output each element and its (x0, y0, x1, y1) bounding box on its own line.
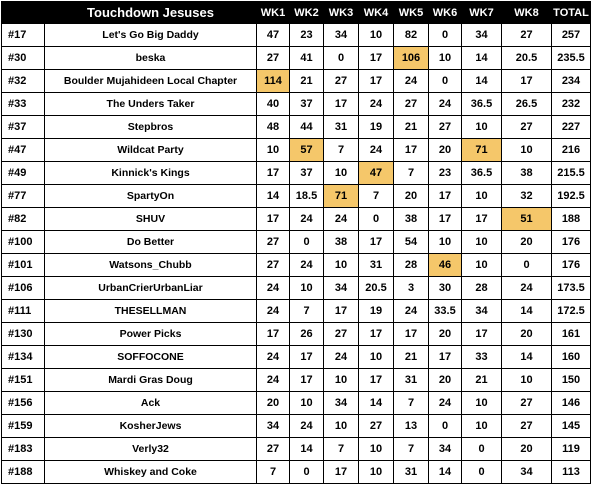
week-4-score-cell: 17 (359, 47, 394, 70)
week-4-score-cell: 10 (359, 346, 394, 369)
week-8-score-cell: 20 (502, 438, 552, 461)
week-2-score-cell: 24 (290, 254, 324, 277)
team-name-cell: Verly32 (45, 438, 257, 461)
team-name-cell: Ack (45, 392, 257, 415)
week-4-score-cell: 17 (359, 70, 394, 93)
team-name-cell: Wildcat Party (45, 139, 257, 162)
week-4-score-cell: 27 (359, 415, 394, 438)
header-row (2, 2, 591, 24)
week-3-score-cell: 27 (324, 70, 359, 93)
week-3-score-cell: 10 (324, 162, 359, 185)
week-6-score-cell: 17 (429, 346, 462, 369)
week-4-score-cell: 19 (359, 116, 394, 139)
week-6-score-cell: 17 (429, 185, 462, 208)
rank-cell: #47 (2, 139, 45, 162)
week-6-score-cell: 34 (429, 438, 462, 461)
week-3-score-cell: 31 (324, 116, 359, 139)
week-3-header: WK3 (324, 2, 359, 24)
rank-cell: #30 (2, 47, 45, 70)
week-4-score-cell: 10 (359, 438, 394, 461)
week-7-score-cell: 17 (462, 208, 502, 231)
team-name-cell: SpartyOn (45, 185, 257, 208)
week-6-score-cell: 10 (429, 231, 462, 254)
week-1-score-cell: 20 (257, 392, 290, 415)
week-8-score-cell: 24 (502, 277, 552, 300)
total-cell: 160 (552, 346, 591, 369)
week-6-score-cell: 14 (429, 461, 462, 484)
week-1-score-cell: 27 (257, 254, 290, 277)
total-cell: 176 (552, 254, 591, 277)
week-7-score-cell: 36.5 (462, 162, 502, 185)
week-2-score-cell: 44 (290, 116, 324, 139)
total-cell: 216 (552, 139, 591, 162)
team-name-cell: Kinnick's Kings (45, 162, 257, 185)
week-4-score-cell: 17 (359, 323, 394, 346)
week-8-score-cell: 20 (502, 231, 552, 254)
week-2-score-cell: 37 (290, 93, 324, 116)
week-8-score-cell: 34 (502, 461, 552, 484)
week-4-score-cell: 0 (359, 208, 394, 231)
week-5-score-cell: 7 (394, 162, 429, 185)
table-row (2, 47, 591, 70)
table-row (2, 323, 591, 346)
week-6-header: WK6 (429, 2, 462, 24)
week-3-score-cell: 17 (324, 93, 359, 116)
table-row (2, 208, 591, 231)
table-row (2, 438, 591, 461)
rank-cell: #151 (2, 369, 45, 392)
week-8-score-cell: 38 (502, 162, 552, 185)
week-5-score-cell: 20 (394, 185, 429, 208)
week-6-score-cell: 0 (429, 24, 462, 47)
table-row (2, 369, 591, 392)
week-8-score-cell: 0 (502, 254, 552, 277)
week-2-score-cell: 23 (290, 24, 324, 47)
team-name-cell: Do Better (45, 231, 257, 254)
week-7-score-cell: 36.5 (462, 93, 502, 116)
week-8-score-cell: 51 (502, 208, 552, 231)
total-cell: 227 (552, 116, 591, 139)
total-cell: 188 (552, 208, 591, 231)
rank-cell: #101 (2, 254, 45, 277)
week-6-score-cell: 24 (429, 392, 462, 415)
week-5-score-cell: 13 (394, 415, 429, 438)
total-cell: 172.5 (552, 300, 591, 323)
week-3-score-cell: 17 (324, 461, 359, 484)
week-1-score-cell: 24 (257, 300, 290, 323)
week-1-score-cell: 27 (257, 438, 290, 461)
week-3-score-cell: 24 (324, 208, 359, 231)
rank-cell: #33 (2, 93, 45, 116)
team-name-cell: Boulder Mujahideen Local Chapter (45, 70, 257, 93)
table-title: Touchdown Jesuses (45, 2, 257, 24)
week-8-score-cell: 10 (502, 369, 552, 392)
table-row (2, 93, 591, 116)
team-name-cell: Stepbros (45, 116, 257, 139)
rank-cell: #100 (2, 231, 45, 254)
score-table-body (2, 24, 591, 484)
week-2-score-cell: 10 (290, 392, 324, 415)
week-5-score-cell: 7 (394, 438, 429, 461)
week-6-score-cell: 46 (429, 254, 462, 277)
week-8-score-cell: 14 (502, 346, 552, 369)
week-4-header: WK4 (359, 2, 394, 24)
week-2-score-cell: 24 (290, 208, 324, 231)
week-1-score-cell: 14 (257, 185, 290, 208)
total-cell: 234 (552, 70, 591, 93)
week-4-score-cell: 20.5 (359, 277, 394, 300)
week-8-score-cell: 20 (502, 323, 552, 346)
week-3-score-cell: 7 (324, 438, 359, 461)
week-1-score-cell: 24 (257, 346, 290, 369)
table-row (2, 70, 591, 93)
week-1-score-cell: 7 (257, 461, 290, 484)
team-name-cell: SHUV (45, 208, 257, 231)
week-6-score-cell: 0 (429, 415, 462, 438)
total-cell: 146 (552, 392, 591, 415)
week-3-score-cell: 34 (324, 392, 359, 415)
week-6-score-cell: 0 (429, 70, 462, 93)
week-7-score-cell: 10 (462, 116, 502, 139)
total-cell: 192.5 (552, 185, 591, 208)
week-5-score-cell: 38 (394, 208, 429, 231)
week-5-score-cell: 24 (394, 70, 429, 93)
week-4-score-cell: 24 (359, 93, 394, 116)
week-2-score-cell: 10 (290, 277, 324, 300)
table-row (2, 254, 591, 277)
table-row (2, 24, 591, 47)
team-name-cell: KosherJews (45, 415, 257, 438)
week-1-score-cell: 34 (257, 415, 290, 438)
rank-column-header (2, 2, 45, 24)
week-3-score-cell: 7 (324, 139, 359, 162)
rank-cell: #111 (2, 300, 45, 323)
week-2-header: WK2 (290, 2, 324, 24)
total-cell: 161 (552, 323, 591, 346)
total-cell: 257 (552, 24, 591, 47)
week-4-score-cell: 47 (359, 162, 394, 185)
rank-cell: #130 (2, 323, 45, 346)
team-name-cell: Mardi Gras Doug (45, 369, 257, 392)
total-cell: 113 (552, 461, 591, 484)
week-2-score-cell: 0 (290, 231, 324, 254)
week-7-score-cell: 28 (462, 277, 502, 300)
total-cell: 145 (552, 415, 591, 438)
week-5-score-cell: 31 (394, 369, 429, 392)
week-6-score-cell: 17 (429, 208, 462, 231)
week-5-score-cell: 82 (394, 24, 429, 47)
rank-cell: #134 (2, 346, 45, 369)
total-cell: 215.5 (552, 162, 591, 185)
week-7-score-cell: 21 (462, 369, 502, 392)
week-7-score-cell: 10 (462, 185, 502, 208)
rank-cell: #32 (2, 70, 45, 93)
week-5-score-cell: 106 (394, 47, 429, 70)
total-cell: 232 (552, 93, 591, 116)
week-8-score-cell: 32 (502, 185, 552, 208)
week-6-score-cell: 30 (429, 277, 462, 300)
week-6-score-cell: 33.5 (429, 300, 462, 323)
week-8-score-cell: 14 (502, 300, 552, 323)
week-2-score-cell: 24 (290, 415, 324, 438)
week-6-score-cell: 20 (429, 323, 462, 346)
score-table (1, 1, 591, 484)
week-3-score-cell: 24 (324, 346, 359, 369)
week-1-score-cell: 10 (257, 139, 290, 162)
week-7-score-cell: 71 (462, 139, 502, 162)
week-1-score-cell: 24 (257, 277, 290, 300)
week-2-score-cell: 17 (290, 346, 324, 369)
week-8-header: WK8 (502, 2, 552, 24)
week-2-score-cell: 7 (290, 300, 324, 323)
week-5-score-cell: 24 (394, 300, 429, 323)
week-8-score-cell: 10 (502, 139, 552, 162)
table-row (2, 277, 591, 300)
week-3-score-cell: 34 (324, 277, 359, 300)
week-8-score-cell: 27 (502, 24, 552, 47)
rank-cell: #77 (2, 185, 45, 208)
total-cell: 173.5 (552, 277, 591, 300)
rank-cell: #156 (2, 392, 45, 415)
week-1-score-cell: 24 (257, 369, 290, 392)
week-3-score-cell: 0 (324, 47, 359, 70)
table-row (2, 346, 591, 369)
week-6-score-cell: 23 (429, 162, 462, 185)
week-7-score-cell: 0 (462, 438, 502, 461)
table-row (2, 116, 591, 139)
week-5-score-cell: 3 (394, 277, 429, 300)
week-3-score-cell: 71 (324, 185, 359, 208)
week-2-score-cell: 37 (290, 162, 324, 185)
week-3-score-cell: 17 (324, 300, 359, 323)
team-name-cell: SOFFOCONE (45, 346, 257, 369)
week-5-score-cell: 27 (394, 93, 429, 116)
week-1-score-cell: 27 (257, 231, 290, 254)
week-2-score-cell: 57 (290, 139, 324, 162)
week-3-score-cell: 34 (324, 24, 359, 47)
week-5-score-cell: 17 (394, 323, 429, 346)
week-3-score-cell: 10 (324, 369, 359, 392)
team-name-cell: Let's Go Big Daddy (45, 24, 257, 47)
table-row (2, 162, 591, 185)
rank-cell: #188 (2, 461, 45, 484)
table-row (2, 139, 591, 162)
rank-cell: #49 (2, 162, 45, 185)
table-row (2, 392, 591, 415)
rank-cell: #183 (2, 438, 45, 461)
week-7-score-cell: 17 (462, 323, 502, 346)
week-2-score-cell: 0 (290, 461, 324, 484)
week-1-score-cell: 40 (257, 93, 290, 116)
week-1-score-cell: 27 (257, 47, 290, 70)
week-4-score-cell: 10 (359, 24, 394, 47)
week-1-score-cell: 17 (257, 323, 290, 346)
team-name-cell: Power Picks (45, 323, 257, 346)
rank-cell: #106 (2, 277, 45, 300)
week-4-score-cell: 17 (359, 231, 394, 254)
total-header: TOTAL (552, 2, 591, 24)
week-7-score-cell: 10 (462, 254, 502, 277)
week-5-score-cell: 31 (394, 461, 429, 484)
rank-cell: #37 (2, 116, 45, 139)
total-cell: 235.5 (552, 47, 591, 70)
week-2-score-cell: 14 (290, 438, 324, 461)
week-6-score-cell: 20 (429, 369, 462, 392)
week-5-score-cell: 17 (394, 139, 429, 162)
week-5-header: WK5 (394, 2, 429, 24)
week-8-score-cell: 20.5 (502, 47, 552, 70)
week-1-score-cell: 48 (257, 116, 290, 139)
total-cell: 119 (552, 438, 591, 461)
team-name-cell: The Unders Taker (45, 93, 257, 116)
week-1-score-cell: 17 (257, 162, 290, 185)
week-7-score-cell: 0 (462, 461, 502, 484)
week-2-score-cell: 17 (290, 369, 324, 392)
total-cell: 176 (552, 231, 591, 254)
week-5-score-cell: 7 (394, 392, 429, 415)
week-4-score-cell: 14 (359, 392, 394, 415)
table-row (2, 300, 591, 323)
week-8-score-cell: 27 (502, 116, 552, 139)
table-row (2, 185, 591, 208)
week-7-score-cell: 34 (462, 24, 502, 47)
week-6-score-cell: 10 (429, 47, 462, 70)
rank-cell: #159 (2, 415, 45, 438)
week-2-score-cell: 41 (290, 47, 324, 70)
team-name-cell: Watsons_Chubb (45, 254, 257, 277)
total-cell: 150 (552, 369, 591, 392)
week-5-score-cell: 21 (394, 116, 429, 139)
week-8-score-cell: 27 (502, 392, 552, 415)
week-4-score-cell: 24 (359, 139, 394, 162)
rank-cell: #82 (2, 208, 45, 231)
rank-cell: #17 (2, 24, 45, 47)
table-row (2, 461, 591, 484)
week-8-score-cell: 27 (502, 415, 552, 438)
week-2-score-cell: 21 (290, 70, 324, 93)
week-5-score-cell: 54 (394, 231, 429, 254)
week-7-score-cell: 14 (462, 70, 502, 93)
week-3-score-cell: 10 (324, 415, 359, 438)
week-1-header: WK1 (257, 2, 290, 24)
team-name-cell: UrbanCrierUrbanLiar (45, 277, 257, 300)
week-6-score-cell: 24 (429, 93, 462, 116)
week-8-score-cell: 17 (502, 70, 552, 93)
week-1-score-cell: 47 (257, 24, 290, 47)
week-7-score-cell: 10 (462, 415, 502, 438)
team-name-cell: Whiskey and Coke (45, 461, 257, 484)
week-4-score-cell: 31 (359, 254, 394, 277)
week-4-score-cell: 19 (359, 300, 394, 323)
team-name-cell: beska (45, 47, 257, 70)
week-2-score-cell: 26 (290, 323, 324, 346)
week-3-score-cell: 38 (324, 231, 359, 254)
week-6-score-cell: 27 (429, 116, 462, 139)
week-7-header: WK7 (462, 2, 502, 24)
week-5-score-cell: 21 (394, 346, 429, 369)
week-4-score-cell: 17 (359, 369, 394, 392)
week-5-score-cell: 28 (394, 254, 429, 277)
week-7-score-cell: 34 (462, 300, 502, 323)
table-row (2, 415, 591, 438)
week-6-score-cell: 20 (429, 139, 462, 162)
week-7-score-cell: 33 (462, 346, 502, 369)
week-3-score-cell: 27 (324, 323, 359, 346)
table-row (2, 231, 591, 254)
week-1-score-cell: 114 (257, 70, 290, 93)
week-7-score-cell: 10 (462, 231, 502, 254)
week-4-score-cell: 7 (359, 185, 394, 208)
team-name-cell: THESELLMAN (45, 300, 257, 323)
week-2-score-cell: 18.5 (290, 185, 324, 208)
week-8-score-cell: 26.5 (502, 93, 552, 116)
week-4-score-cell: 10 (359, 461, 394, 484)
week-1-score-cell: 17 (257, 208, 290, 231)
week-3-score-cell: 10 (324, 254, 359, 277)
week-7-score-cell: 14 (462, 47, 502, 70)
week-7-score-cell: 10 (462, 392, 502, 415)
